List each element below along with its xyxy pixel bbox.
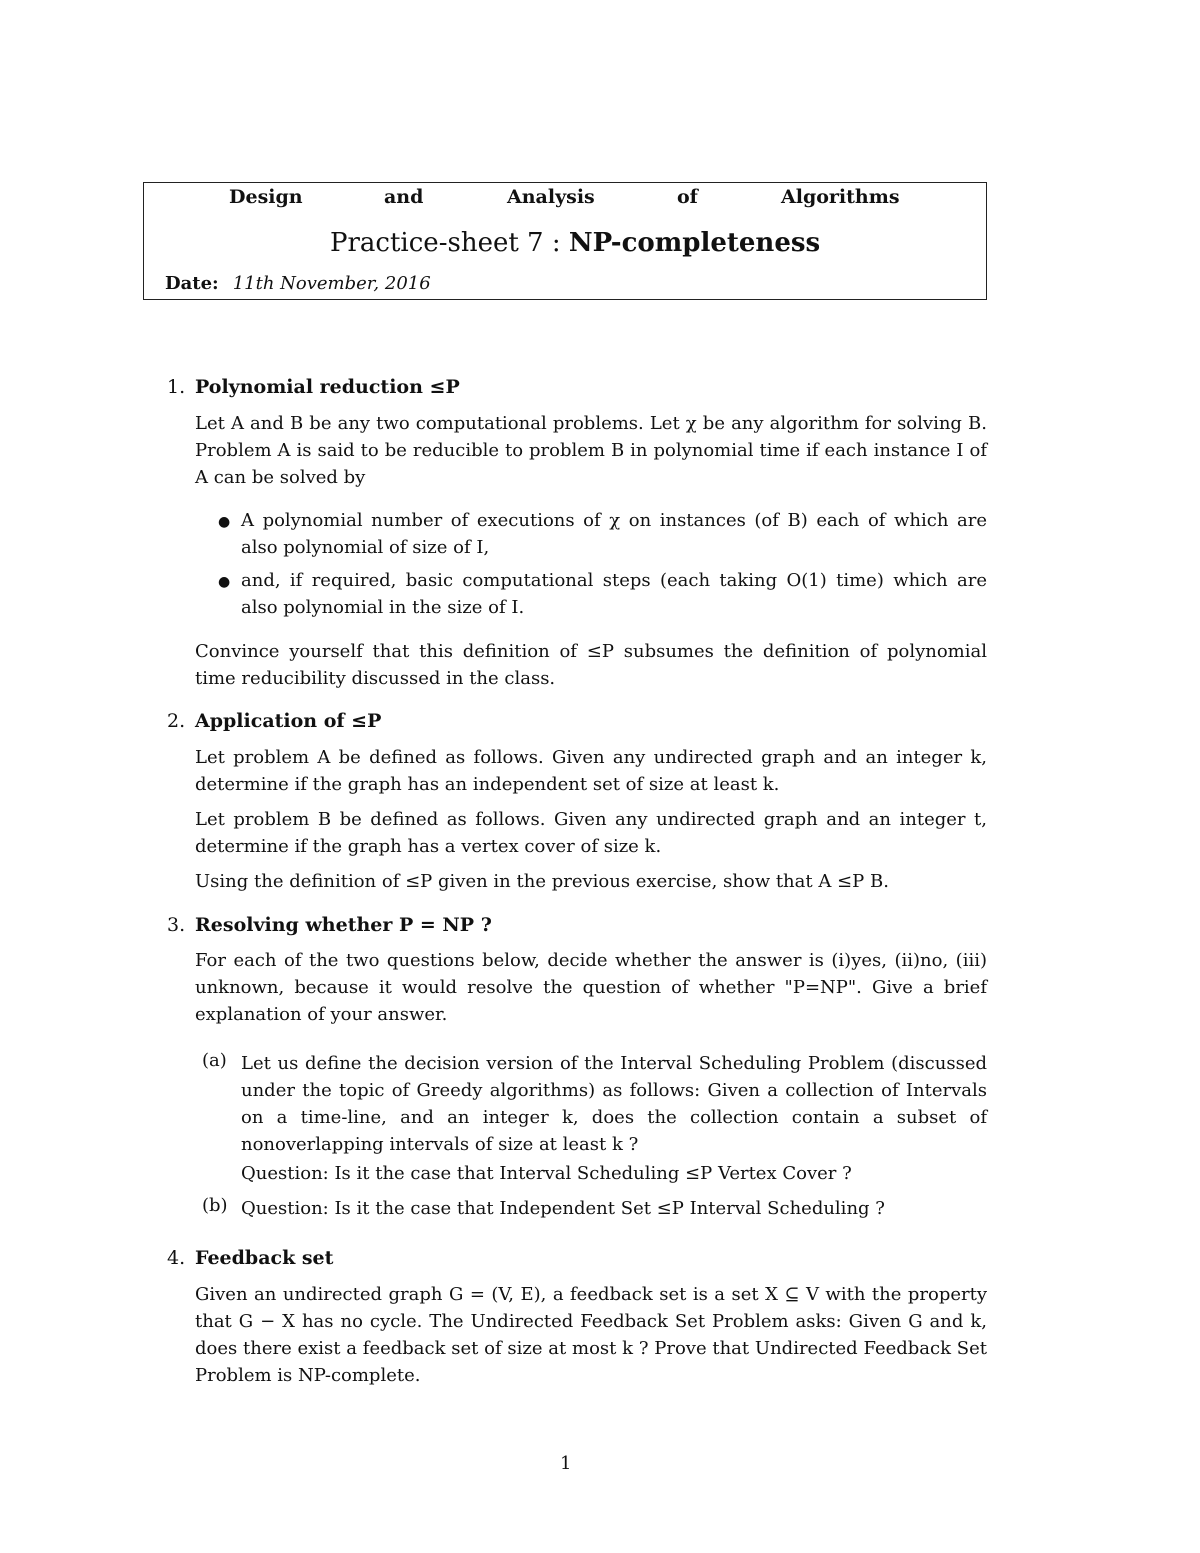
title-bold: NP-completeness bbox=[568, 228, 821, 258]
course-word-design: Design bbox=[229, 186, 303, 208]
title-prefix: Practice-sheet 7 : bbox=[330, 228, 569, 258]
date-line bbox=[165, 273, 431, 294]
page-number: 1 bbox=[560, 1453, 572, 1474]
q2-number: 2. bbox=[167, 710, 186, 732]
q2-para3: Using the definition of ≤P given in the previous exercise, show that A ≤P B. bbox=[195, 871, 889, 892]
q3-b-marker: (b) bbox=[202, 1195, 228, 1216]
course-word-analysis: Analysis bbox=[507, 186, 595, 208]
course-word-of: of bbox=[677, 186, 698, 208]
q1-bullet2: and, if required, basic computational steps (each taking O(1) time) which are also polynomial in the size of I. bbox=[241, 570, 987, 618]
date-label: Date: bbox=[165, 273, 219, 294]
course-word-algorithms: Algorithms bbox=[781, 186, 900, 208]
q3-a-text: Let us define the decision version of the Interval Scheduling Problem (discussed under the topic of Greedy algorithms) as follows: Given a collection of Intervals on a time-line, and an integer k, does the collection contain a subset of nonoverlapping intervals of size at least k ? bbox=[241, 1053, 987, 1155]
q1-bullet1: A polynomial number of executions of χ on instances (of B) each of which are also polynomial of size of I, bbox=[241, 510, 987, 558]
q3-a-question: Question: Is it the case that Interval Scheduling ≤P Vertex Cover ? bbox=[241, 1163, 852, 1184]
course-word-and: and bbox=[384, 186, 424, 208]
q1-number: 1. bbox=[167, 376, 186, 398]
bullet-icon: ● bbox=[218, 574, 231, 590]
q3-para1: For each of the two questions below, decide whether the answer is (i)yes, (ii)no, (iii) unknown, because it would resolve the question of whether "P=NP". Give a brief explanation of your answer. bbox=[195, 950, 987, 1025]
q1-para2: Convince yourself that this definition of ≤P subsumes the definition of polynomial time reducibility discussed in the class. bbox=[195, 641, 987, 689]
q4-title: Feedback set bbox=[195, 1247, 334, 1269]
q2-para2: Let problem B be defined as follows. Given any undirected graph and an integer t, determine if the graph has a vertex cover of size k. bbox=[195, 809, 987, 857]
bullet-icon: ● bbox=[218, 514, 231, 530]
q3-a-marker: (a) bbox=[202, 1050, 227, 1071]
date-value: 11th November, 2016 bbox=[232, 273, 431, 294]
page-title bbox=[330, 228, 820, 258]
q2-title: Application of ≤P bbox=[195, 710, 382, 732]
q2-para1: Let problem A be defined as follows. Given any undirected graph and an integer k, determine if the graph has an independent set of size at least k. bbox=[195, 747, 987, 795]
q1-para1: Let A and B be any two computational problems. Let χ be any algorithm for solving B. Problem A is said to be reducible to problem B in polynomial time if each instance I of A can be solved by bbox=[195, 413, 987, 488]
q1-title: Polynomial reduction ≤P bbox=[195, 376, 460, 398]
q3-number: 3. bbox=[167, 914, 186, 936]
q4-para1: Given an undirected graph G = (V, E), a feedback set is a set X ⊆ V with the property that G − X has no cycle. The Undirected Feedback Set Problem asks: Given G and k, does there exist a feedback set of size at most k ? Prove that Undirected Feedback Set Problem is NP-complete. bbox=[195, 1284, 987, 1386]
q3-title: Resolving whether P = NP ? bbox=[195, 914, 492, 936]
q3-b-question: Question: Is it the case that Independent Set ≤P Interval Scheduling ? bbox=[241, 1198, 885, 1219]
q4-number: 4. bbox=[167, 1247, 186, 1269]
